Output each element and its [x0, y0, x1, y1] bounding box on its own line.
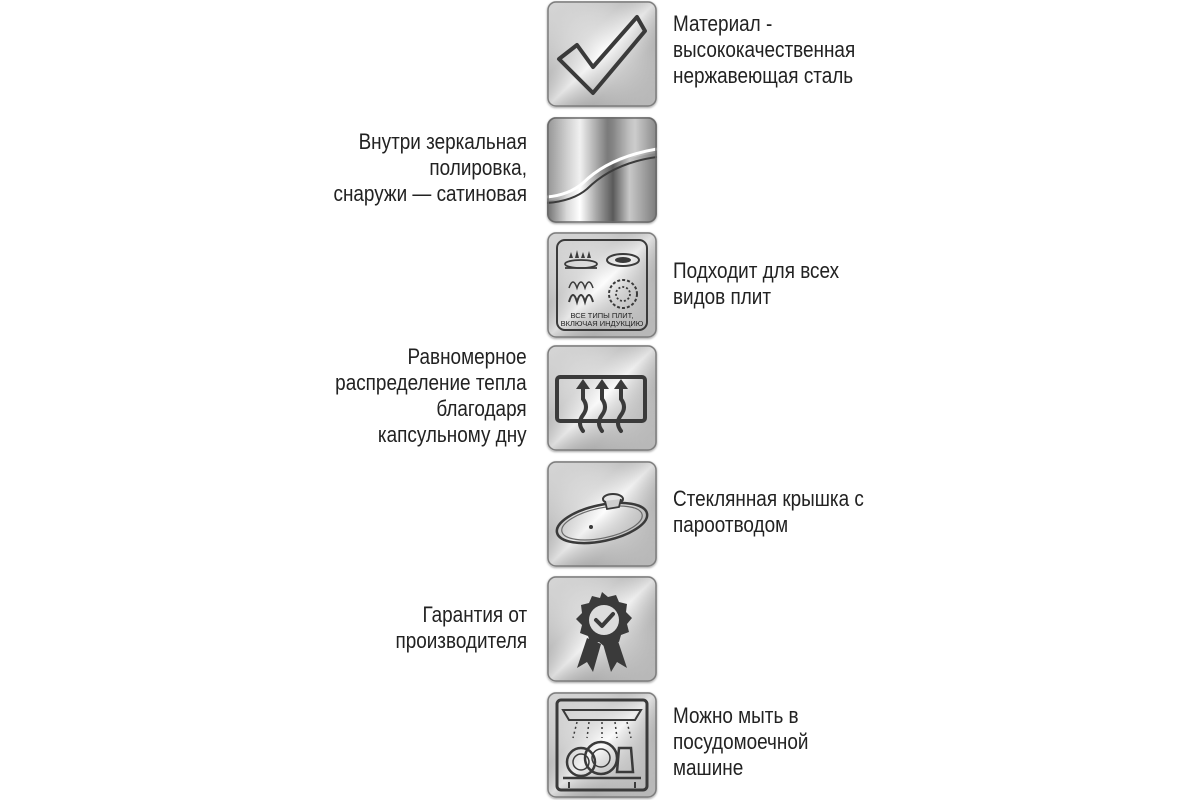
- checkmark-icon: [547, 1, 657, 107]
- warranty-badge-icon: [547, 576, 657, 682]
- svg-text:ВСЕ ТИПЫ ПЛИТ,: ВСЕ ТИПЫ ПЛИТ,: [570, 311, 634, 320]
- heat-distribution-icon: [547, 345, 657, 451]
- glass-lid-icon: [547, 461, 657, 567]
- stovetop-icon: [547, 232, 657, 338]
- feature-text: Материал - высококачественная нержавеющая сталь: [673, 11, 856, 88]
- feature-text: Гарантия от производителя: [395, 602, 527, 653]
- feature-text: Подходит для всех видов плит: [673, 258, 840, 309]
- feature-text: Стеклянная крышка с пароотводом: [673, 486, 864, 537]
- mirror-polish-icon: [547, 117, 657, 223]
- dishwasher-icon: [547, 692, 657, 798]
- svg-text:ВКЛЮЧАЯ ИНДУКЦИЮ: ВКЛЮЧАЯ ИНДУКЦИЮ: [560, 319, 644, 328]
- feature-text: Внутри зеркальная полировка, снаружи — сатиновая: [333, 129, 527, 206]
- feature-text: Можно мыть в посудомоечной машине: [673, 703, 809, 780]
- feature-text: Равномерное распределение тепла благодаря капсульному дну: [335, 344, 527, 447]
